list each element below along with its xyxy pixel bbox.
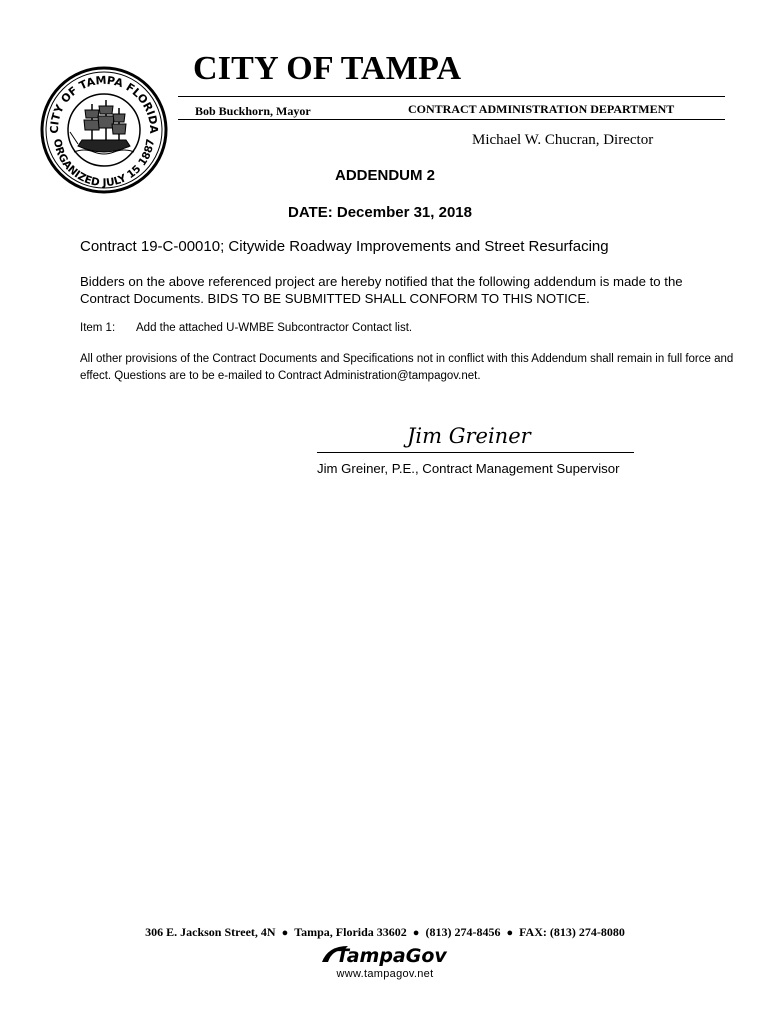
handwritten-signature: Jim Greiner bbox=[407, 424, 531, 448]
tampagov-logo bbox=[318, 942, 458, 968]
footer-city: Tampa, Florida 33602 bbox=[294, 925, 407, 939]
footer-phone: (813) 274-8456 bbox=[425, 925, 501, 939]
addendum-heading: ADDENDUM 2 bbox=[334, 167, 435, 184]
contract-title: Contract 19-C-00010; Citywide Roadway Improvements and Street Resurfacing bbox=[80, 238, 609, 255]
header-divider-top bbox=[178, 96, 725, 97]
department-name: CONTRACT ADMINISTRATION DEPARTMENT bbox=[408, 102, 675, 116]
seal-text-bottom: ORGANIZED JULY 15 1887 bbox=[50, 137, 157, 190]
director-name: Michael W. Chucran, Director bbox=[472, 132, 654, 148]
provisions-paragraph: All other provisions of the Contract Documents and Specifications not in conflict with this Addendum shall remain in full force and effect. Questions are to be e-mailed to Contract Administration@tampagov.net. bbox=[80, 353, 734, 382]
seal-text-top: CITY OF TAMPA FLORIDA bbox=[47, 73, 161, 134]
bullet-icon: ● bbox=[281, 927, 289, 939]
footer-fax: FAX: (813) 274-8080 bbox=[519, 925, 625, 939]
footer-address: 306 E. Jackson Street, 4N bbox=[145, 925, 276, 939]
page-title: CITY OF TAMPA bbox=[193, 50, 462, 87]
signer-name: Jim Greiner, P.E., Contract Management Supervisor bbox=[317, 461, 620, 476]
signature-line bbox=[317, 452, 634, 453]
ship-icon bbox=[70, 100, 134, 154]
notice-paragraph: Bidders on the above referenced project are hereby notified that the following addendum is made to the Contract Documents. BIDS TO BE SUBMITTED SHALL CONFORM TO THIS NOTICE. bbox=[80, 274, 683, 306]
item-label: Item 1: bbox=[80, 322, 116, 334]
addendum-date: DATE: December 31, 2018 bbox=[288, 204, 472, 221]
bullet-icon: ● bbox=[506, 927, 514, 939]
tampagov-url: www.tampagov.net bbox=[336, 968, 434, 980]
tampagov-logo-text: TampaGov bbox=[336, 945, 447, 967]
bullet-icon: ● bbox=[412, 927, 420, 939]
header-divider-bottom bbox=[178, 119, 725, 120]
item-text: Add the attached U-WMBE Subcontractor Contact list. bbox=[136, 322, 413, 334]
mayor-name: Bob Buckhorn, Mayor bbox=[195, 104, 311, 118]
footer-contact bbox=[0, 925, 770, 940]
